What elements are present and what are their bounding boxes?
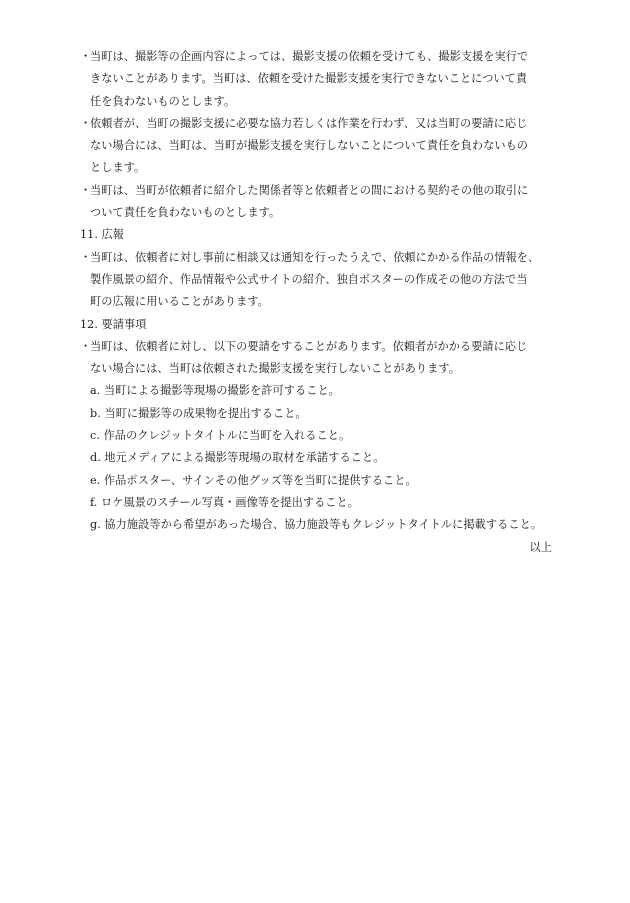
bullet-mark: ・ [80, 50, 92, 63]
closing-mark [80, 537, 554, 559]
list-item-text: g. 協力施設等から希望があった場合、協力施設等もクレジットタイトルに掲載すること。 [90, 518, 543, 532]
line-text: ない場合には、当町は依頼された撮影支援を実行しないことがあります。 [90, 362, 460, 376]
paragraph-line [80, 202, 554, 224]
list-item [80, 380, 554, 402]
bullet-mark: ・ [80, 339, 92, 353]
heading-text: 11. 広報 [80, 228, 125, 242]
paragraph-line [80, 157, 554, 179]
bullet-mark: ・ [80, 183, 92, 197]
list-item-text: e. 作品ポスター、サインその他グッズ等を当町に提供すること。 [90, 473, 417, 487]
closing-text: 以上 [529, 540, 552, 554]
line-text: ついて責任を負わないものとします。 [90, 206, 281, 220]
bullet-mark: ・ [80, 116, 92, 130]
line-text: 当町は、依頼者に対し、以下の要請をすることがあります。依頼者がかかる要請に応じ [90, 339, 528, 353]
line-text: 当町は、依頼者に対し事前に相談又は通知を行ったうえで、依頼にかかる作品の情報を、 [90, 250, 540, 264]
list-item-text: c. 作品のクレジットタイトルに当町を入れること。 [90, 429, 351, 443]
list-item [80, 492, 554, 514]
line-text: 町の広報に用いることがあります。 [90, 295, 269, 309]
paragraph-line [80, 68, 554, 90]
line-text: とします。 [90, 161, 146, 175]
line-text: ない場合には、当町は、当町が撮影支援を実行しないことについて責任を負わないもの [90, 139, 529, 153]
paragraph-line [80, 358, 554, 380]
line-text: 当町は、当町が依頼者に紹介した関係者等と依頼者との間における契約その他の取引に [90, 183, 529, 197]
paragraph-line [80, 180, 554, 202]
heading-text: 12. 要請事項 [80, 317, 147, 331]
list-item [80, 403, 554, 425]
list-item-text: f. ロケ風景のスチール写真・画像等を提出すること。 [90, 495, 360, 509]
paragraph-line [80, 336, 554, 358]
line-text: 任を負わないものとします。 [90, 94, 236, 108]
list-item [80, 470, 554, 492]
list-item [80, 514, 554, 536]
line-text: 依頼者が、当町の撮影支援に必要な協力若しくは作業を行わず、又は当町の要請に応じ [90, 116, 528, 130]
list-item [80, 447, 554, 469]
section-heading [80, 314, 554, 336]
list-item-text: b. 当町に撮影等の成果物を提出すること。 [90, 406, 307, 420]
line-text: きないことがあります。当町は、依頼を受けた撮影支援を実行できないことについて責 [90, 72, 528, 86]
list-item-text: a. 当町による撮影等現場の撮影を許可すること。 [90, 384, 340, 398]
line-text: 製作風景の紹介、作品情報や公式サイトの紹介、独自ポスターの作成その他の方法で当 [90, 272, 528, 286]
paragraph-line [80, 46, 554, 68]
list-item [80, 425, 554, 447]
paragraph-line [80, 247, 554, 269]
document-body [80, 46, 554, 559]
paragraph-line [80, 269, 554, 291]
paragraph-line [80, 291, 554, 313]
list-item-text: d. 地元メディアによる撮影等現場の取材を承諾すること。 [90, 451, 385, 465]
line-text: 当町は、撮影等の企画内容によっては、撮影支援の依頼を受けても、撮影支援を実行で [90, 50, 529, 63]
paragraph-line [80, 91, 554, 113]
section-heading [80, 224, 554, 246]
bullet-mark: ・ [80, 250, 92, 264]
paragraph-line [80, 113, 554, 135]
paragraph-line [80, 135, 554, 157]
